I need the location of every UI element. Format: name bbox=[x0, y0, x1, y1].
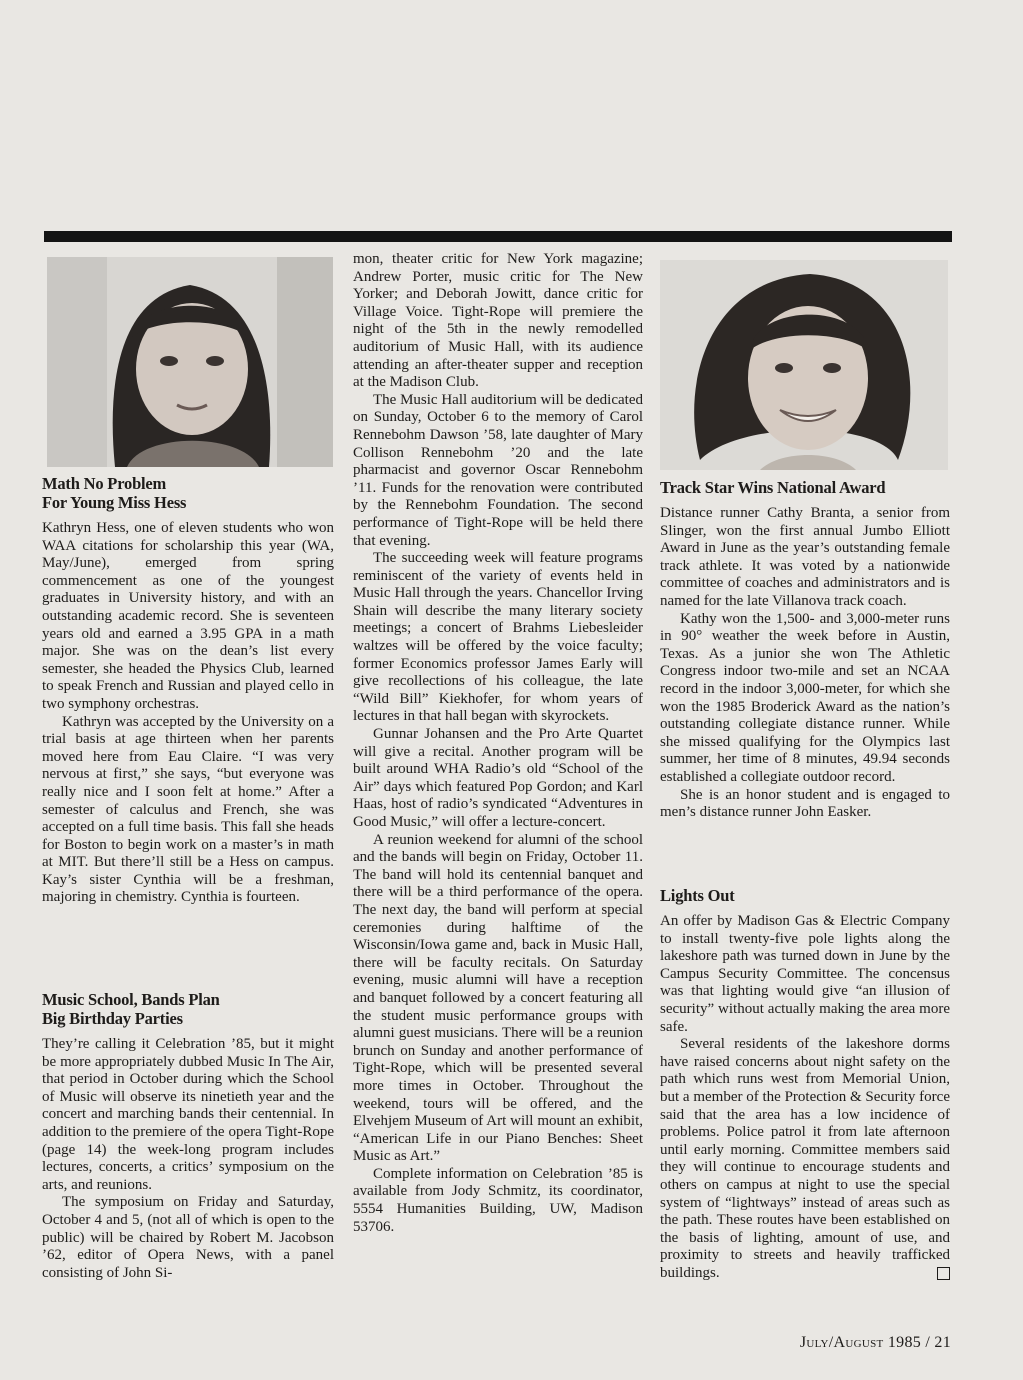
body-paragraph-continued: mon, theater critic for New York magazine; Andrew Porter, music critic for The New Yorker; and Deborah Jowitt, dance critic for Village Voice. Tight-Rope will premiere the night of the 5th in the newly remodelled auditorium of Music Hall, with its audience attending an after-theater supper and reception at the Madison Club. bbox=[353, 251, 643, 391]
headline-math-no-problem bbox=[42, 474, 334, 512]
body-paragraph-text: Several residents of the lakeshore dorms have raised concerns about night safety on the path which runs west from Memorial Union, but a member of the Protection & Security force said that the area has a low incidence of problems. Police patrol it from late afternoon until early morning. Committee members said they will continue to encourage students and others on campus at night to use the special system of “lightways” instead of areas such as the path. These routes have been established on the basis of lighting, amount of use, and proximity to streets and heavily trafficked buildings. bbox=[660, 1036, 950, 1281]
body-paragraph: An offer by Madison Gas & Electric Company to install twenty-five pole lights along the lakeshore path was turned down in June by the Campus Security Committee. The concensus was that lighting would give “an illusion of security” without actually making the area more safe. bbox=[660, 913, 950, 1035]
body-paragraph: The Music Hall auditorium will be dedicated on Sunday, October 6 to the memory of Carol Rennebohm Dawson ’58, late daughter of Mary Collison Rennebohm ’20 and the late pharmacist and governor Oscar Rennebohm ’11. Funds for the renovation were contributed by the Rennebohm Foundation. The second performance of Tight-Rope will be held there that evening. bbox=[353, 391, 643, 549]
body-paragraph: A reunion weekend for alumni of the school and the bands will begin on Friday, October 11. The band will hold its centennial banquet and there will be a third performance of the opera. The next day, the band will perform at special ceremonies during halftime of the Wisconsin/Iowa game and, back in Music Hall, there will be faculty recitals. On Saturday evening, music alumni will have a reception and banquet followed by a concert featuring all the student music performance groups with alumni guest musicians. There will be a reunion brunch on Sunday and another performance of Tight-Rope, which will be presented several more times in October. Throughout the weekend, tours will be offered, and the Elvehjem Museum of Art will mount an exhibit, “American Life in our Piano Benches: Sheet Music as Art.” bbox=[353, 831, 643, 1165]
body-paragraph: She is an honor student and is engaged to men’s distance runner John Easker. bbox=[660, 786, 950, 821]
headline-line-2: Big Birthday Parties bbox=[42, 1009, 183, 1028]
body-paragraph: The symposium on Friday and Saturday, October 4 and 5, (not all of which is open to the public) will be chaired by Robert M. Jacobson ’62, editor of Opera News, with a panel consisting of John Si- bbox=[42, 1194, 334, 1281]
body-paragraph: Kathryn was accepted by the University on a trial basis at age thirteen when her parents moved here from Eau Claire. “I was very nervous at first,” she says, “but everyone was really nice and I soon felt at home.” After a semester of calculus and French, she was accepted on a full time basis. This fall she heads for Boston to begin work on a master’s in math at MIT. But there’ll still be a Hess on campus. Kay’s sister Cynthia will be a freshman, majoring in chemistry. Cynthia is fourteen. bbox=[42, 713, 334, 906]
portrait-photo-kathryn-hess bbox=[47, 257, 333, 467]
headline-line-2: For Young Miss Hess bbox=[42, 493, 187, 512]
portrait-photo-cathy-branta bbox=[660, 260, 948, 470]
headline-track-star: Track Star Wins National Award bbox=[660, 478, 886, 497]
body-paragraph: Kathryn Hess, one of eleven students who won WAA citations for scholarship this year (WA, May/June), emerged from spring commencement as one of the youngest graduates in University history, and with an outstanding academic record. She is seventeen years old and earned a 3.95 GPA in a math major. She was on the dean’s list every semester, she headed the Physics Club, learned to speak French and Russian and played cello in two symphony orchestras. bbox=[42, 520, 334, 712]
headline-music-school bbox=[42, 990, 334, 1028]
body-paragraph: They’re calling it Celebration ’85, but it might be more appropriately dubbed Music In The Air, that period in October during which the School of Music will observe its ninetieth year and the concert and marching bands their centennial. In addition to the premiere of the opera Tight-Rope (page 14) the week-long program includes lectures, concerts, a critics’ symposium on the arts, and reunions. bbox=[42, 1036, 334, 1193]
headline-lights-out: Lights Out bbox=[660, 886, 735, 905]
body-paragraph bbox=[660, 1036, 950, 1282]
headline-line-1: Math No Problem bbox=[42, 474, 167, 493]
top-rule bbox=[44, 231, 952, 242]
body-paragraph: Gunnar Johansen and the Pro Arte Quartet will give a recital. Another program will be built around WHA Radio’s old “School of the Air” days which featured Pop Gordon; and Karl Haas, host of radio’s syndicated “Adventures in Good Music,” will offer a lecture-concert. bbox=[353, 726, 643, 830]
body-paragraph: Distance runner Cathy Branta, a senior from Slinger, won the first annual Jumbo Elliott Award in June as the year’s outstanding female track athlete. It was voted by a nationwide committee of coaches and administrators and is named for the late Villanova track coach. bbox=[660, 505, 950, 609]
end-mark-icon bbox=[937, 1267, 950, 1280]
body-paragraph: Complete information on Celebration ’85 is available from Jody Schmitz, its coordinator, 5554 Humanities Building, UW, Madison 53706. bbox=[353, 1165, 643, 1235]
body-paragraph: Kathy won the 1,500- and 3,000-meter runs in 90° weather the week before in Austin, Texas. As a junior she won The Athletic Congress indoor two-mile and set an NCAA record in the indoor 3,000-meter, for which she won the 1985 Broderick Award as the nation’s outstanding collegiate distance runner. While she missed qualifying for the Olympics last summer, her time of 8 minutes, 49.94 seconds established a collegiate outdoor record. bbox=[660, 610, 950, 785]
headline-line-1: Music School, Bands Plan bbox=[42, 990, 220, 1009]
body-paragraph: The succeeding week will feature programs reminiscent of the variety of events held in Music Hall through the years. Chancellor Irving Shain will describe the many literary society meetings; a concert of Brahms Liebesleider waltzes will be offered by the voice faculty; former Economics professor James Early will give recollections of his colleague, the late “Wild Bill” Kiekhofer, for whom years of lectures in that hall began with skyrockets. bbox=[353, 550, 643, 725]
page-folio: July/August 1985 / 21 bbox=[799, 1334, 951, 1351]
